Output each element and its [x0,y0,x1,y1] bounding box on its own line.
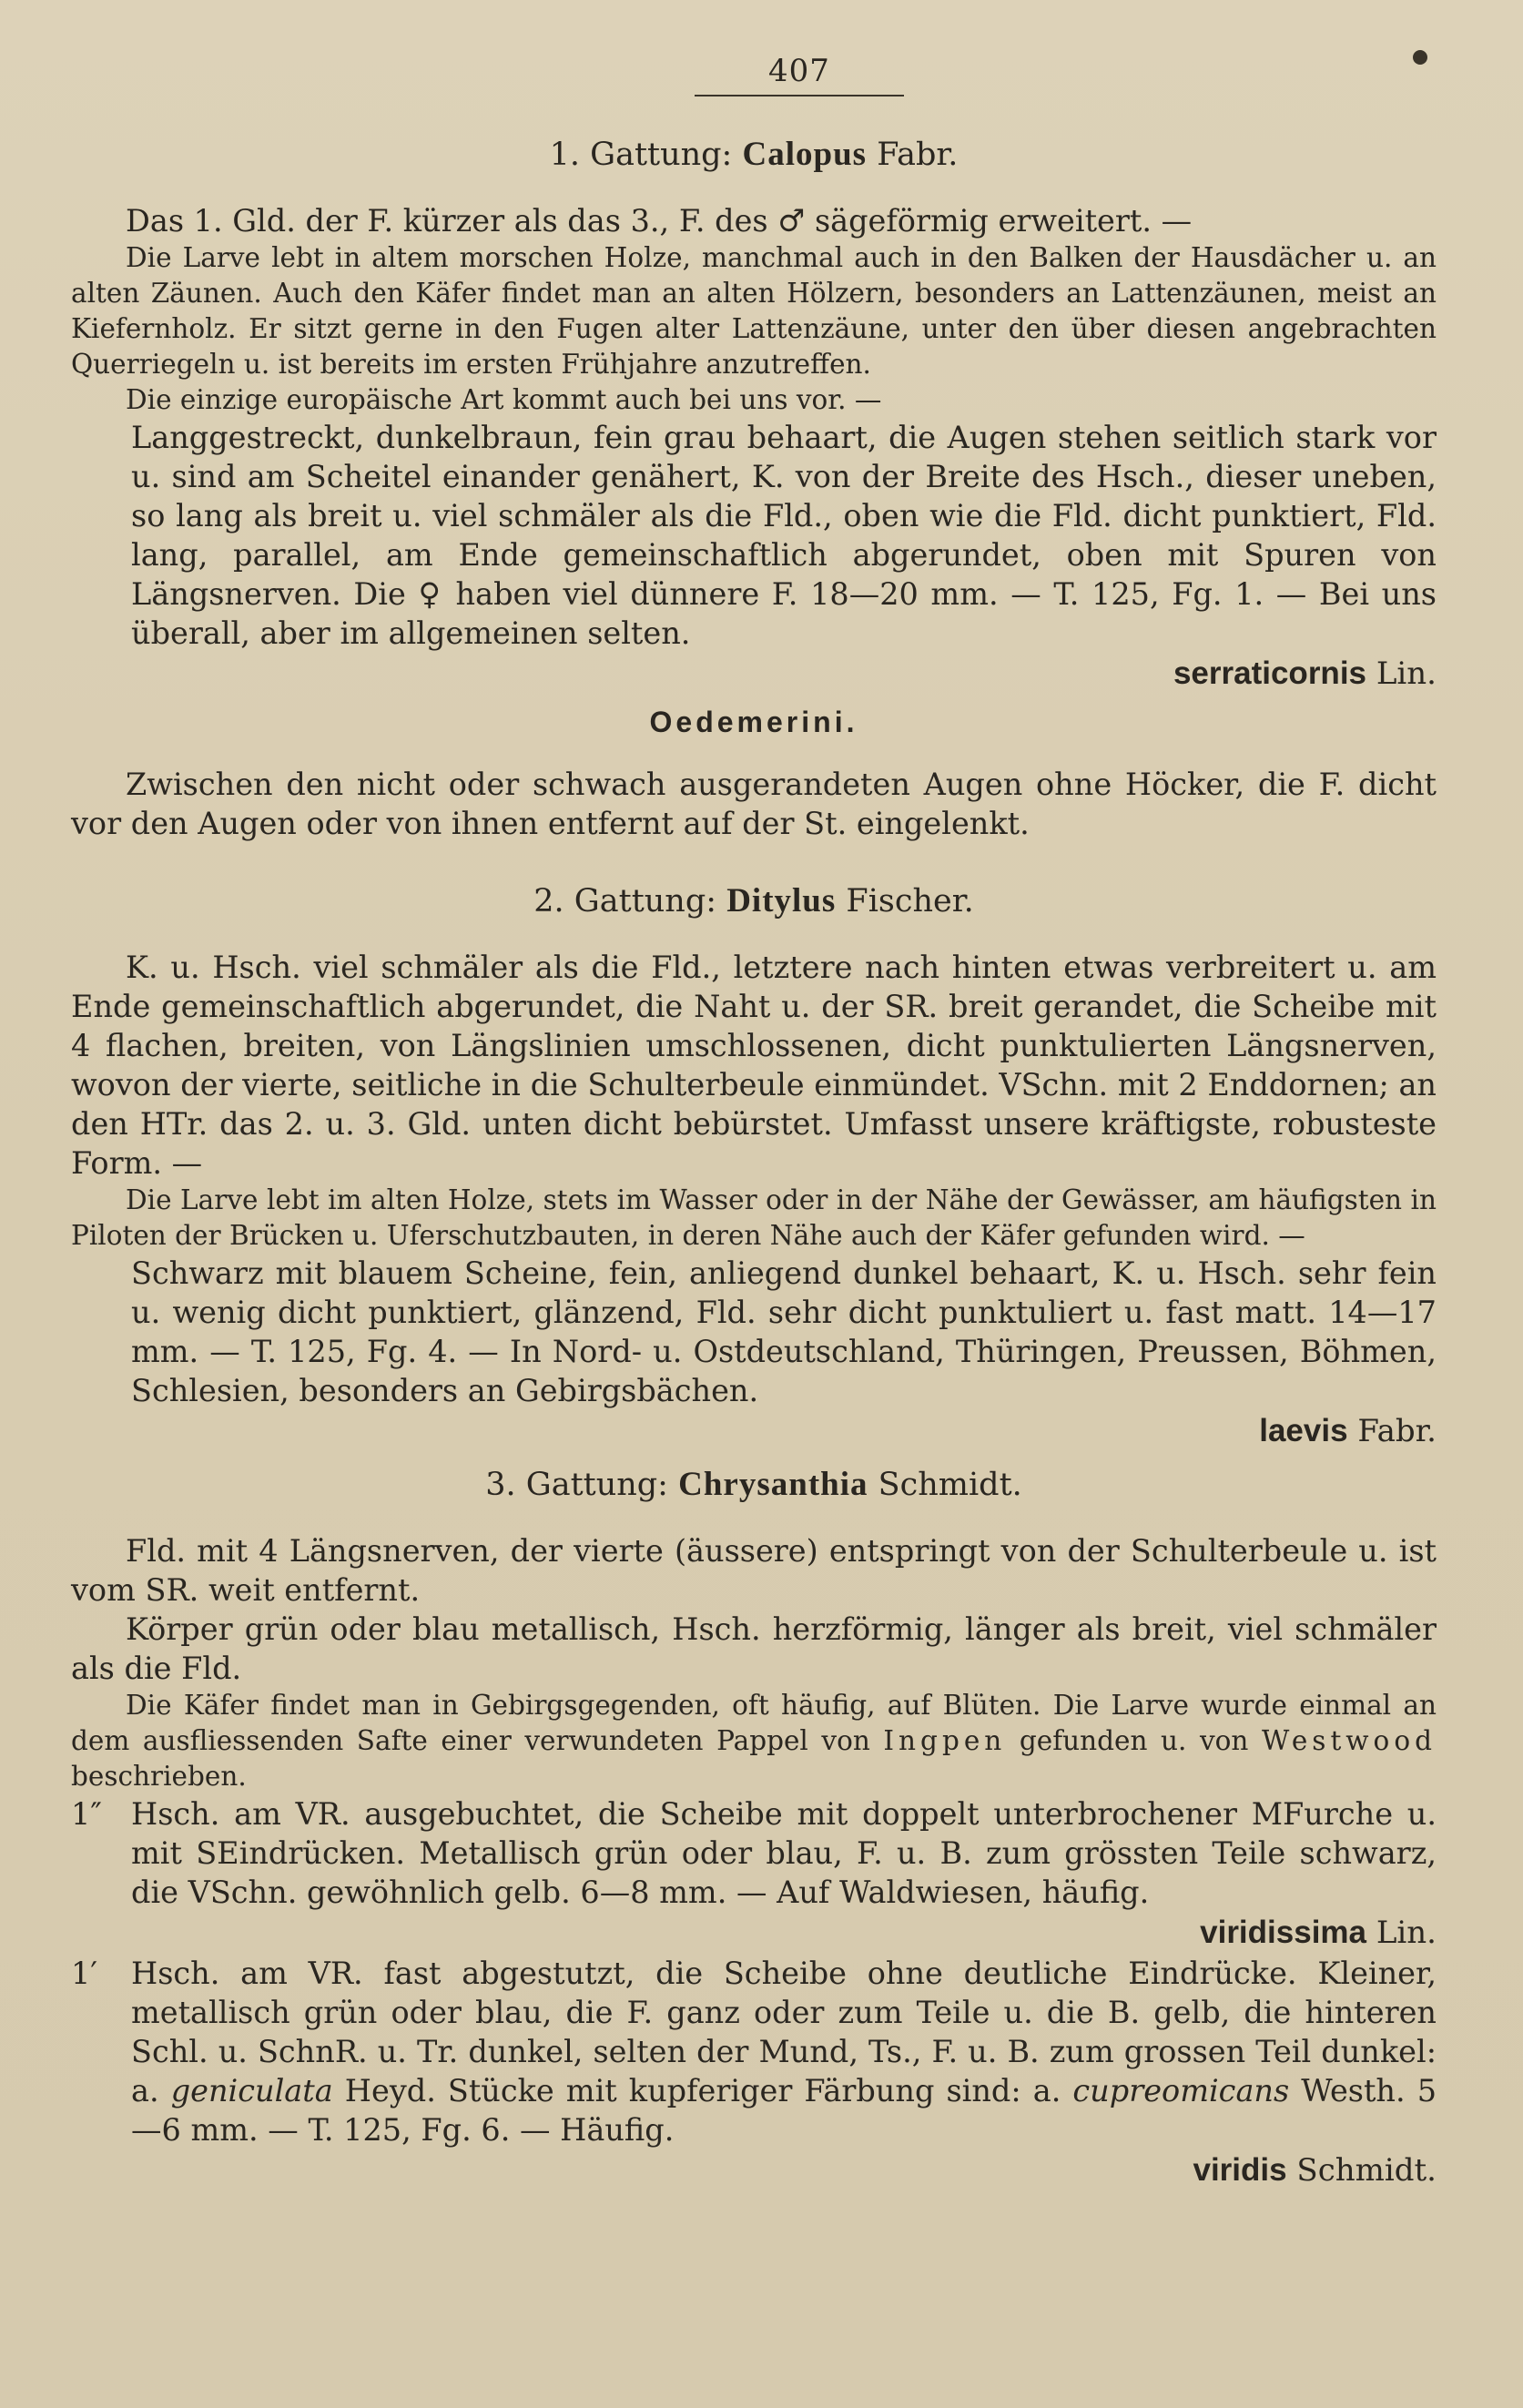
key-text: Heyd. Stücke mit kupferiger Färbung sind: a. [344,2073,1061,2108]
species-name: viridis [1193,2152,1287,2188]
paragraph: Das 1. Gld. der F. kürzer als das 3., F. des ♂ sägeförmig erweitert. — [126,203,1193,239]
heading-prefix: 2. Gattung: [533,883,717,920]
species-name: viridissima [1200,1915,1367,1950]
species-line [71,1410,1437,1452]
genus-name: Chrysanthia [678,1466,868,1503]
genus-heading-calopus [71,135,1437,174]
genus-heading-ditylus [71,881,1437,920]
genus-name: Calopus [742,136,868,173]
key-text: Hsch. am VR. fast abgestutzt, die Scheibe ohne deutliche Eindrücke. Kleiner, metallisch grün oder blau, die F. ganz oder zum Teile u. die B. gelb, die hinteren Schl. u. SchnR. u. Tr. dunkel, selten der Mund, Ts., F. u. B. zum grossen Teil dunkel: a. [131,1956,1437,2108]
ink-spot [1413,50,1427,65]
paragraph-small: Die Larve lebt in altem morschen Holze, manchmal auch in den Balken der Hausdächer u. an alten Zäunen. Auch den Käfer findet man an alten Hölzern, besonders an Lattenzäunen, meist an Kiefernholz. Er sitzt gerne in den Fugen alter Lattenzäune, unter den über diesen angebrachten Querriegeln u. ist bereits im ersten Frühjahre anzutreffen. [71,242,1437,380]
variety-name: cupreomicans [1072,2073,1290,2108]
text-run: Die Käfer findet man in Gebirgsgegenden, oft häufig, auf Blüten. Die Larve wurde einmal an dem ausfliessenden Safte einer verwundeten Pappel von [71,1690,1437,1756]
species-description: Schwarz mit blauem Scheine, fein, anliegend dunkel behaart, K. u. Hsch. sehr fein u. wenig dicht punktiert, glänzend, Fld. sehr dicht punktuliert u. fast matt. 14—17 mm. — T. 125, Fg. 4. — In Nord- u. Ostdeutschland, Thüringen, Preussen, Böhmen, Schlesien, besonders an Gebirgsbächen. [131,1255,1437,1408]
tribe-heading: Oedemerini. [649,706,858,738]
species-description: Langgestreckt, dunkelbraun, fein grau behaart, die Augen stehen seitlich stark vor u. sind am Scheitel einander genähert, K. von der Breite des Hsch., dieser uneben, so lang als breit u. viel schmäler als die Fld., oben wie die Fld. dicht punktiert, Fld. lang, parallel, am Ende gemeinschaftlich abgerundet, oben mit Spuren von Längsnerven. Die ♀ haben viel dünnere F. 18—20 mm. — T. 125, Fg. 1. — Bei uns überall, aber im allgemeinen selten. [131,420,1437,651]
genus-author: Fabr. [877,137,959,173]
genus-name: Ditylus [726,882,837,920]
species-line [71,1912,1437,1954]
genus-heading-chrysanthia [71,1465,1437,1504]
text-run: beschrieben. [71,1761,247,1792]
species-author: Lin. [1376,655,1437,692]
person-name: Westwood [1261,1725,1437,1756]
key-marker: 1″ [71,1796,102,1832]
heading-prefix: 3. Gattung: [485,1467,668,1503]
paragraph: Fld. mit 4 Längsnerven, der vierte (äussere) entspringt von der Schulterbeule u. ist vom SR. weit entfernt. [71,1533,1437,1608]
species-line [71,653,1437,695]
paragraph: Zwischen den nicht oder schwach ausgerandeten Augen ohne Höcker, die F. dicht vor den Augen oder von ihnen entfernt auf der St. eingelenkt. [71,767,1437,841]
paragraph-small [71,1688,1437,1794]
genus-author: Schmidt. [878,1467,1022,1503]
key-text: Westh. 5—6 mm. — T. 125, Fg. 6. — Häufig. [131,2073,1437,2148]
variety-name: geniculata [170,2073,333,2108]
person-name: Ingpen [883,1725,1007,1756]
key-marker: 1′ [71,1956,97,1991]
page-number: 407 [695,53,904,97]
text-run: gefunden u. von [1019,1725,1249,1756]
species-author: Fabr. [1357,1413,1437,1449]
paragraph-small: Die einzige europäische Art kommt auch bei uns vor. — [126,384,882,415]
species-author: Lin. [1376,1915,1437,1951]
paragraph: Körper grün oder blau metallisch, Hsch. herzförmig, länger als breit, viel schmäler als die Fld. [71,1611,1437,1686]
paragraph: K. u. Hsch. viel schmäler als die Fld., letztere nach hinten etwas verbreitert u. am Ende gemeinschaftlich abgerundet, die Naht u. der SR. breit gerandet, die Scheibe mit 4 flachen, breiten, von Längslinien umschlossenen, dicht punktulierten Längsnerven, wovon der vierte, seitliche in die Schulterbeule einmündet. VSchn. mit 2 Enddornen; an den HTr. das 2. u. 3. Gld. unten dicht bebürstet. Umfasst unsere kräftigste, robusteste Form. — [71,950,1437,1181]
paragraph-small: Die Larve lebt im alten Holze, stets im Wasser oder in der Nähe der Gewässer, am häufigsten in Piloten der Brücken u. Uferschutzbauten, in deren Nähe auch der Käfer gefunden wird. — [71,1184,1437,1251]
genus-author: Fischer. [846,883,974,920]
species-author: Schmidt. [1296,2152,1437,2189]
key-item [71,1954,1437,2149]
key-item [71,1794,1437,1912]
species-line [71,2149,1437,2191]
species-name: serraticornis [1173,655,1367,691]
species-name: laevis [1259,1413,1348,1448]
key-text: Hsch. am VR. ausgebuchtet, die Scheibe mit doppelt unterbrochener MFurche u. mit SEindrücken. Metallisch grün oder blau, F. u. B. zum grössten Teile schwarz, die VSchn. gewöhnlich gelb. 6—8 mm. — Auf Waldwiesen, häufig. [131,1796,1437,1910]
heading-prefix: 1. Gattung: [549,137,733,173]
